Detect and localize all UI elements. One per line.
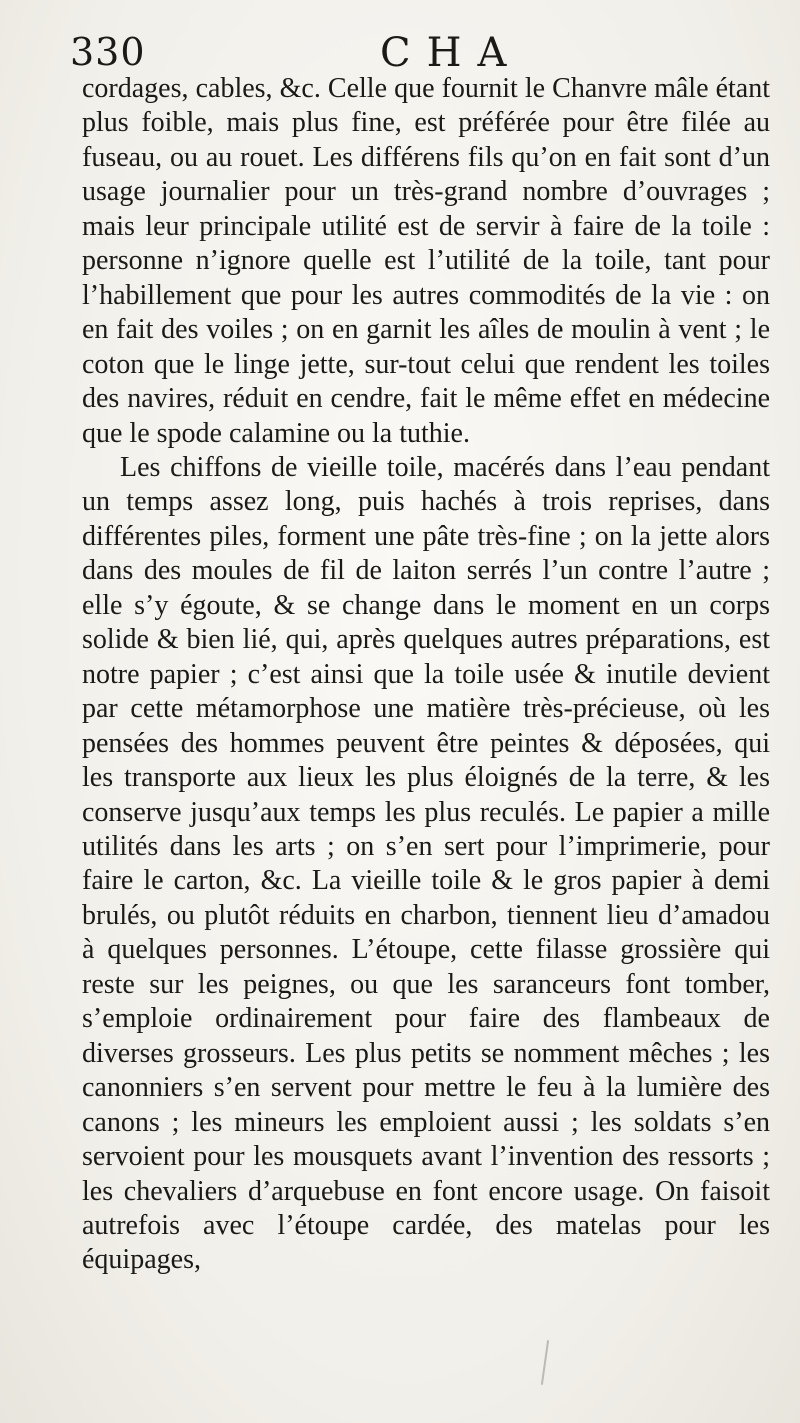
body-text: [82, 72, 770, 1278]
paragraph-2: Les chiffons de vieille toile, macérés dans l’eau pendant un temps assez long, puis hachés à trois reprises, dans différentes piles, forment une pâte très-fine ; on la jette alors dans des moules de fil de laiton serrés l’un contre l’autre ; elle s’y égoute, & se change dans le moment en un corps solide & bien lié, qui, après quelques autres préparations, est notre papier ; c’est ainsi que la toile usée & inutile devient par cette métamorphose une matière très-précieuse, où les pensées des hommes peuvent être peintes & déposées, qui les transporte aux lieux les plus éloignés de la terre, & les conserve jusqu’aux temps les plus reculés. Le papier a mille utilités dans les arts ; on s’en sert pour l’imprimerie, pour faire le carton, &c. La vieille toile & le gros papier à demi brulés, ou plutôt réduits en charbon, tiennent lieu d’amadou à quelques personnes. L’étoupe, cette filasse grossière qui reste sur les peignes, ou que les saranceurs font tomber, s’emploie ordinairement pour faire des flambeaux de diverses grosseurs. Les plus petits se nomment mêches ; les canonniers s’en servent pour mettre le feu à la lumière des canons ; les mineurs les emploient aussi ; les soldats s’en servoient pour les mousquets avant l’invention des ressorts ; les chevaliers d’arquebuse en font encore usage. On faisoit autrefois avec l’étoupe cardée, des matelas pour les équipages,: [82, 451, 770, 1276]
running-head: CHA: [380, 30, 523, 76]
paragraph-1: cordages, cables, &c. Celle que fournit le Chanvre mâle étant plus foible, mais plus fine, est préférée pour être filée au fuseau, ou au rouet. Les différens fils qu’on en fait sont d’un usage journalier pour un très-grand nombre d’ouvrages ; mais leur principale utilité est de servir à faire de la toile : personne n’ignore quelle est l’utilité de la toile, tant pour l’habillement que pour les autres commodités de la vie : on en fait des voiles ; on en garnit les aîles de moulin à vent ; le coton que le linge jette, sur-tout celui que rendent les toiles des navires, réduit en cendre, fait le même effet en médecine que le spode calamine ou la tuthie.: [82, 73, 770, 449]
page-number: 330: [70, 30, 146, 74]
paper-mark: [541, 1340, 549, 1385]
